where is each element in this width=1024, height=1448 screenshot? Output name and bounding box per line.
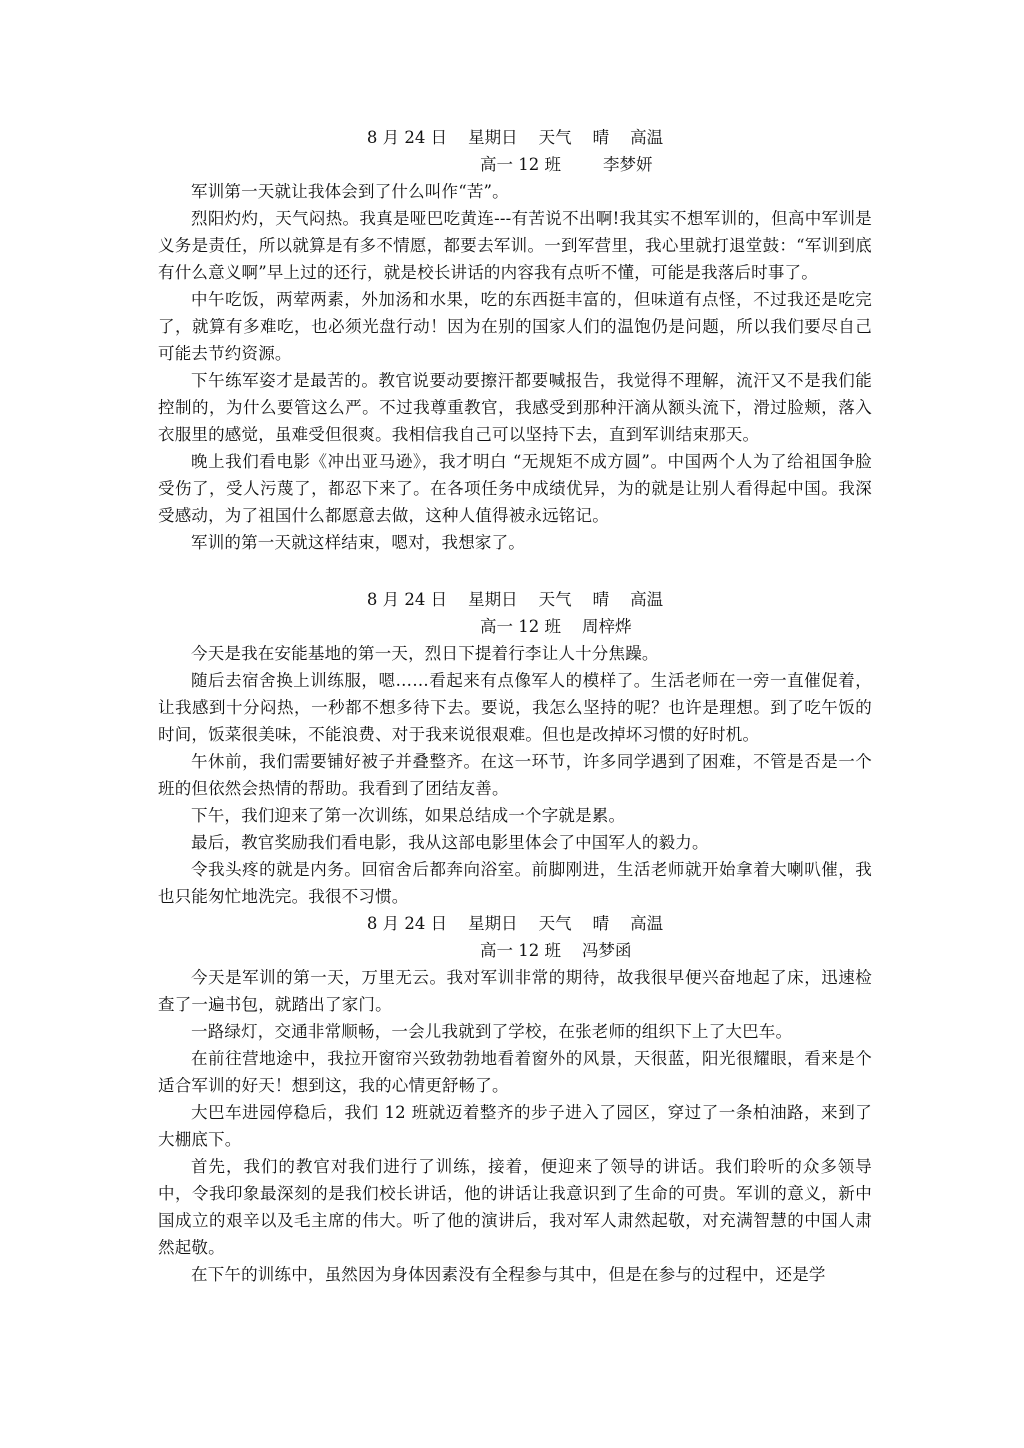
paragraph: 下午，我们迎来了第一次训练，如果总结成一个字就是累。 [191,806,626,825]
paragraph: 烈阳灼灼，天气闷热。我真是哑巴吃黄连---有苦说不出啊!我其实不想军训的，但高中军训是义务是责任，所以就算是有多不情愿，都要去军训。一到军营里，我心里就打退堂鼓：“军训到底有什么意义啊”早上过的还行，就是校长讲话的内容我有点听不懂，可能是我落后时事了。 [158,209,872,282]
diary-entry-3 [158,910,872,1288]
entry-date-line: 8 月 24 日 星期日 天气 晴 高温 [366,128,664,147]
entry-author-line: 高一 12 班 李梦妍 [480,155,653,174]
paragraph: 最后，教官奖励我们看电影，我从这部电影里体会了中国军人的毅力。 [191,833,709,852]
paragraph: 大巴车进园停稳后，我们 12 班就迈着整齐的步子进入了园区，穿过了一条柏油路，来到了大棚底下。 [158,1103,872,1149]
paragraph: 午休前，我们需要铺好被子并叠整齐。在这一环节，许多同学遇到了困难，不管是否是一个班的但依然会热情的帮助。我看到了团结友善。 [158,752,872,798]
paragraph: 在下午的训练中，虽然因为身体因素没有全程参与其中，但是在参与的过程中，还是学 [191,1265,826,1284]
paragraph: 一路绿灯，交通非常顺畅，一会儿我就到了学校，在张老师的组织下上了大巴车。 [191,1022,793,1041]
paragraph: 军训的第一天就这样结束，嗯对，我想家了。 [191,533,525,552]
diary-entry-2 [158,586,872,910]
paragraph: 军训第一天就让我体会到了什么叫作“苦”。 [191,182,509,201]
diary-entry-1 [158,124,872,556]
document-body [158,124,872,1288]
paragraph: 今天是军训的第一天，万里无云。我对军训非常的期待，故我很早便兴奋地起了床，迅速检查了一遍书包，就踏出了家门。 [158,968,872,1014]
entry-author-line: 高一 12 班 周梓烨 [480,617,632,636]
paragraph: 中午吃饭，两荤两素，外加汤和水果，吃的东西挺丰富的，但味道有点怪，不过我还是吃完了，就算有多难吃，也必须光盘行动！因为在别的国家人们的温饱仍是问题，所以我们要尽自己可能去节约资源。 [158,290,872,363]
entry-date-line: 8 月 24 日 星期日 天气 晴 高温 [366,590,664,609]
paragraph: 令我头疼的就是内务。回宿舍后都奔向浴室。前脚刚进，生活老师就开始拿着大喇叭催，我也只能匆忙地洗完。我很不习惯。 [158,860,872,906]
paragraph: 今天是我在安能基地的第一天，烈日下提着行李让人十分焦躁。 [191,644,659,663]
paragraph: 下午练军姿才是最苦的。教官说要动要擦汗都要喊报告，我觉得不理解，流汗又不是我们能控制的，为什么要管这么严。不过我尊重教官，我感受到那种汗滴从额头流下，滑过脸颊，落入衣服里的感觉，虽难受但很爽。我相信我自己可以坚持下去，直到军训结束那天。 [158,371,872,444]
paragraph: 晚上我们看电影《冲出亚马逊》，我才明白 “无规矩不成方圆”。中国两个人为了给祖国争脸受伤了，受人污蔑了，都忍下来了。在各项任务中成绩优异，为的就是让别人看得起中国。我深受感动，为了祖国什么都愿意去做，这种人值得被永远铭记。 [158,452,872,525]
paragraph: 在前往营地途中，我拉开窗帘兴致勃勃地看着窗外的风景，天很蓝，阳光很耀眼，看来是个适合军训的好天！想到这，我的心情更舒畅了。 [158,1049,872,1095]
paragraph: 随后去宿舍换上训练服，嗯……看起来有点像军人的模样了。生活老师在一旁一直催促着，让我感到十分闷热，一秒都不想多待下去。要说，我怎么坚持的呢？也许是理想。到了吃午饭的时间，饭菜很美味，不能浪费、对于我来说很艰难。但也是改掉坏习惯的好时机。 [158,671,872,744]
entry-author-line: 高一 12 班 冯梦函 [480,941,632,960]
paragraph: 首先，我们的教官对我们进行了训练，接着，便迎来了领导的讲话。我们聆听的众多领导中，令我印象最深刻的是我们校长讲话，他的讲话让我意识到了生命的可贵。军训的意义，新中国成立的艰辛以及毛主席的伟大。听了他的演讲后，我对军人肃然起敬，对充满智慧的中国人肃然起敬。 [158,1157,872,1257]
entry-date-line: 8 月 24 日 星期日 天气 晴 高温 [366,914,664,933]
